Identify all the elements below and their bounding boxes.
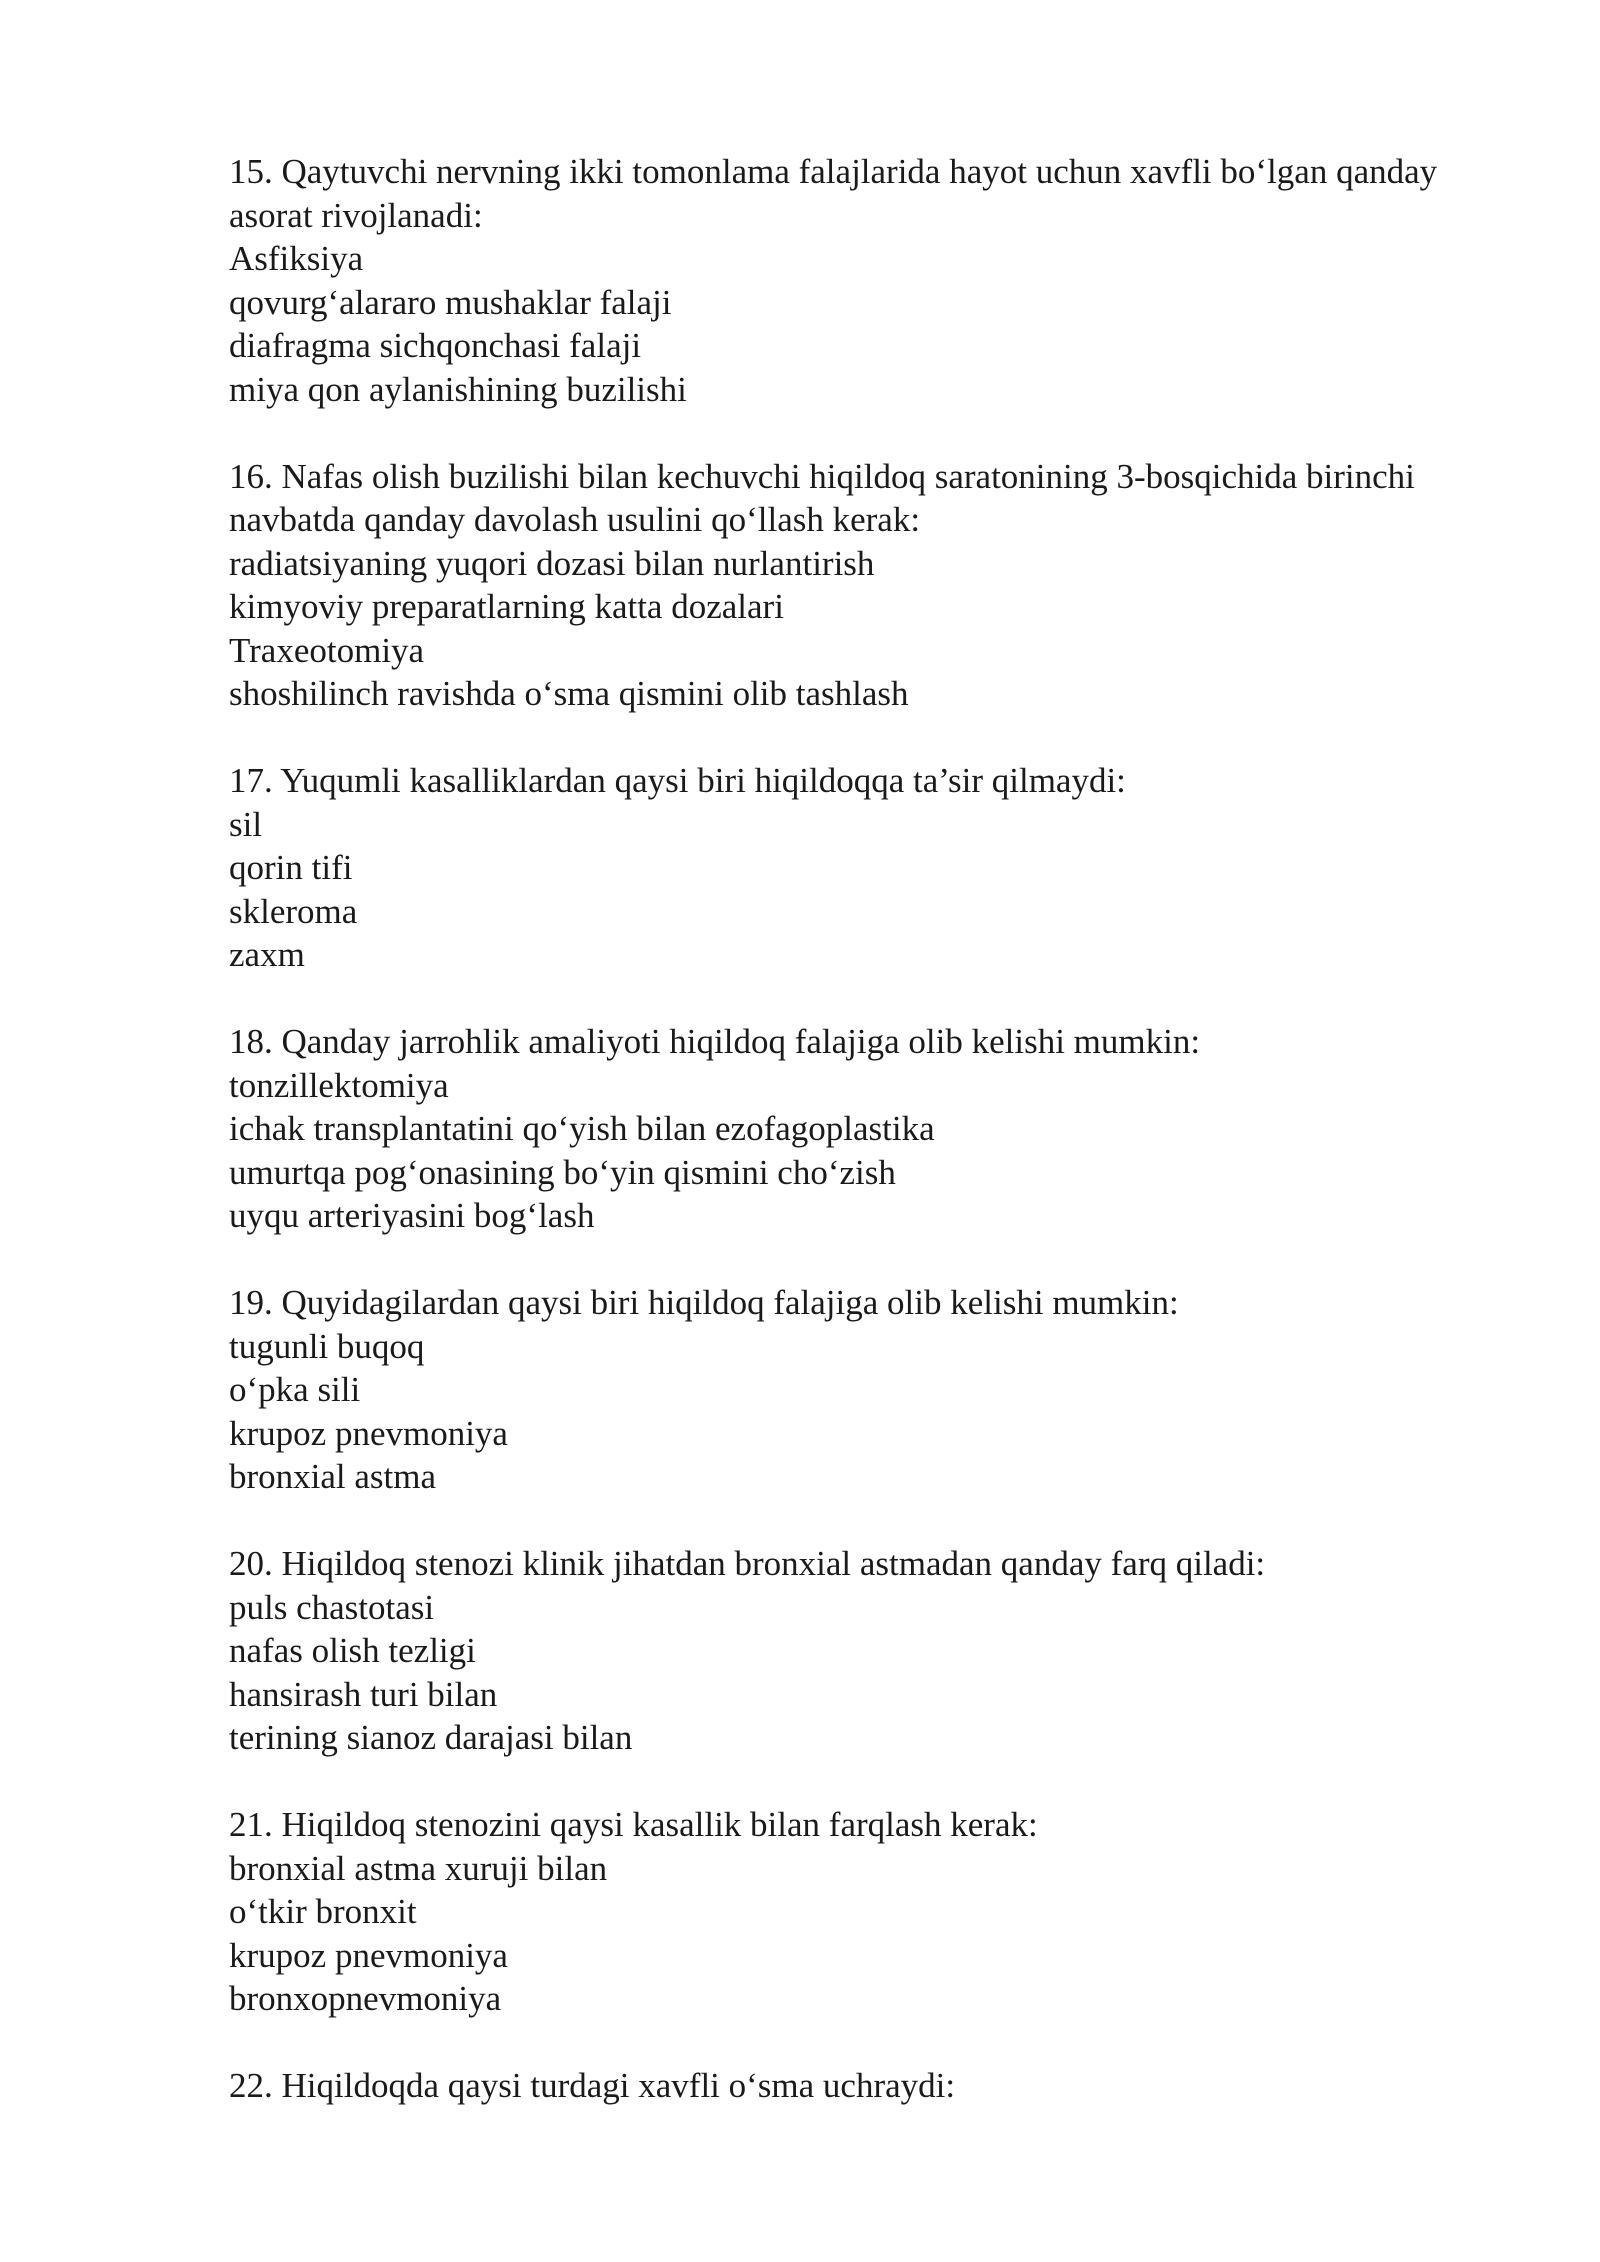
- answer-option: Asfiksiya: [229, 239, 364, 278]
- question-15: [229, 150, 1479, 411]
- question-text: 22. Hiqildoqda qaysi turdagi xavfli o‘sma uchraydi:: [229, 2066, 956, 2105]
- answer-option: uyqu arteriyasini bog‘lash: [229, 1196, 595, 1235]
- answer-option: tugunli buqoq: [229, 1326, 425, 1366]
- answer-option: krupoz pnevmoniya: [229, 1935, 508, 1975]
- answer-option: puls chastotasi: [229, 1587, 435, 1627]
- question-text: 18. Qanday jarrohlik amaliyoti hiqildoq falajiga olib kelishi mumkin:: [229, 1022, 1201, 1061]
- question-text: 16. Nafas olish buzilishi bilan kechuvchi hiqildoq saratonining 3-bosqichida birinchi navbatda qanday davolash usulini qo‘llash kerak:: [229, 456, 1415, 539]
- question-21: [229, 1803, 1479, 2021]
- question-text: 20. Hiqildoq stenozi klinik jihatdan bronxial astmadan qanday farq qiladi:: [229, 1544, 1266, 1583]
- question-17: [229, 759, 1479, 977]
- answer-option: qorin tifi: [229, 848, 353, 887]
- answer-option: bronxial astma xuruji bilan: [229, 1848, 608, 1888]
- question-text: 15. Qaytuvchi nervning ikki tomonlama falajlarida hayot uchun xavfli bo‘lgan qanday asorat rivojlanadi:: [229, 152, 1438, 235]
- answer-option: Traxeotomiya: [229, 630, 425, 670]
- answer-option: krupoz pnevmoniya: [229, 1413, 508, 1453]
- answer-option: radiatsiyaning yuqori dozasi bilan nurlantirish: [229, 543, 875, 583]
- answer-option: umurtqa pog‘onasining bo‘yin qismini cho‘zish: [229, 1152, 896, 1192]
- answer-option: zaxm: [229, 935, 305, 974]
- answer-option: shoshilinch ravishda o‘sma qismini olib tashlash: [229, 674, 909, 713]
- question-20: [229, 1542, 1479, 1760]
- answer-options: [229, 1847, 1479, 2021]
- answer-option: terining sianoz darajasi bilan: [229, 1718, 633, 1757]
- answer-option: nafas olish tezligi: [229, 1631, 476, 1670]
- question-18: [229, 1020, 1479, 1238]
- answer-option: o‘tkir bronxit: [229, 1892, 417, 1931]
- question-text: 19. Quyidagilardan qaysi biri hiqildoq falajiga olib kelishi mumkin:: [229, 1283, 1179, 1322]
- answer-option: bronxopnevmoniya: [229, 1979, 502, 2018]
- answer-option: tonzillektomiya: [229, 1065, 449, 1105]
- answer-option: skleroma: [229, 891, 358, 931]
- answer-option: bronxial astma: [229, 1457, 437, 1496]
- question-text: 17. Yuqumli kasalliklardan qaysi biri hiqildoqqa ta’sir qilmaydi:: [229, 761, 1126, 800]
- answer-options: [229, 542, 1479, 716]
- answer-option: miya qon aylanishining buzilishi: [229, 369, 687, 409]
- answer-options: [229, 1064, 1479, 1238]
- answer-options: [229, 237, 1479, 411]
- question-16: [229, 455, 1479, 716]
- question-list: [229, 150, 1479, 2151]
- question-19: [229, 1281, 1479, 1499]
- answer-option: kimyoviy preparatlarning katta dozalari: [229, 587, 784, 626]
- answer-options: [229, 1586, 1479, 1760]
- question-22: [229, 2064, 1479, 2108]
- question-text: 21. Hiqildoq stenozini qaysi kasallik bilan farqlash kerak:: [229, 1805, 1038, 1844]
- answer-options: [229, 803, 1479, 977]
- answer-option: hansirash turi bilan: [229, 1674, 498, 1714]
- answer-option: ichak transplantatini qo‘yish bilan ezofagoplastika: [229, 1109, 935, 1148]
- answer-option: diafragma sichqonchasi falaji: [229, 326, 642, 365]
- answer-option: qovurg‘alararo mushaklar falaji: [229, 282, 672, 322]
- answer-options: [229, 1325, 1479, 1499]
- answer-option: sil: [229, 804, 263, 844]
- answer-option: o‘pka sili: [229, 1370, 361, 1409]
